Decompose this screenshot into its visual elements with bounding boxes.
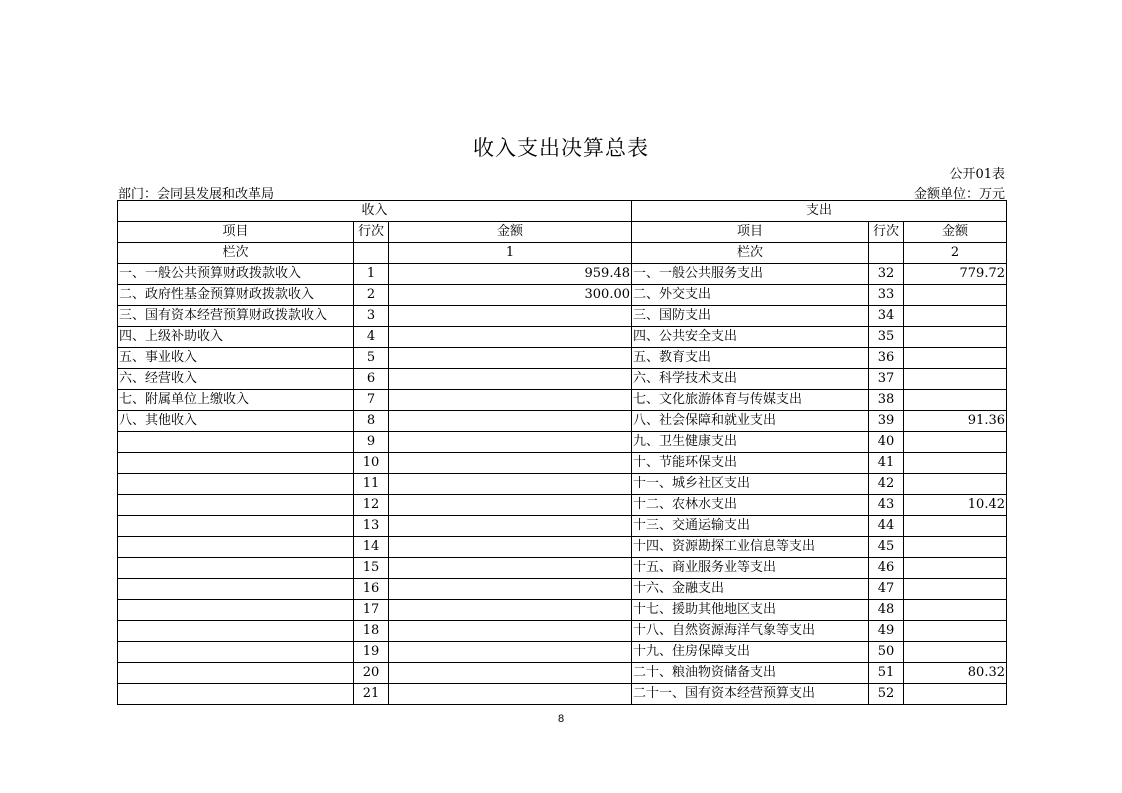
income-amount-cell	[389, 369, 632, 390]
expense-amount-cell	[904, 621, 1007, 642]
expense-item-cell: 六、科学技术支出	[632, 369, 869, 390]
expense-row-no-cell: 50	[869, 642, 904, 663]
income-amount-cell: 959.48	[389, 264, 632, 285]
table-row	[118, 432, 1007, 453]
income-row-no-cell: 3	[354, 306, 389, 327]
expense-amount-cell	[904, 306, 1007, 327]
income-amount-cell	[389, 327, 632, 348]
income-row-no-cell: 17	[354, 600, 389, 621]
expense-item-cell: 十五、商业服务业等支出	[632, 558, 869, 579]
expense-row-no-cell: 36	[869, 348, 904, 369]
table-row	[118, 285, 1007, 306]
income-amount-cell	[389, 348, 632, 369]
expense-item-cell: 四、公共安全支出	[632, 327, 869, 348]
expense-amount-cell	[904, 516, 1007, 537]
table-row	[118, 327, 1007, 348]
income-row-no-cell: 5	[354, 348, 389, 369]
expense-amount-cell	[904, 600, 1007, 621]
income-amount-cell	[389, 474, 632, 495]
expense-row-no-cell: 35	[869, 327, 904, 348]
income-amount-cell	[389, 663, 632, 684]
form-number: 公开01表	[949, 167, 1005, 182]
income-row-no-cell: 20	[354, 663, 389, 684]
income-row-no-cell: 6	[354, 369, 389, 390]
income-row-no-cell: 1	[354, 264, 389, 285]
income-row-no-cell: 21	[354, 684, 389, 705]
income-item-cell: 二、政府性基金预算财政拨款收入	[118, 285, 354, 306]
table-row	[118, 495, 1007, 516]
expense-row-no-cell: 48	[869, 600, 904, 621]
expense-amount-cell	[904, 558, 1007, 579]
column-header-row	[118, 222, 1007, 243]
income-section-header: 收入	[118, 201, 632, 222]
income-item-cell	[118, 537, 354, 558]
expense-row-no-cell: 42	[869, 474, 904, 495]
income-column-number: 1	[389, 243, 632, 264]
table-row	[118, 474, 1007, 495]
expense-amount-cell: 91.36	[904, 411, 1007, 432]
expense-item-cell: 十八、自然资源海洋气象等支出	[632, 621, 869, 642]
expense-amount-cell	[904, 474, 1007, 495]
expense-item-cell: 二十一、国有资本经营预算支出	[632, 684, 869, 705]
table-row	[118, 642, 1007, 663]
income-row-no-cell: 4	[354, 327, 389, 348]
expense-item-cell: 十九、住房保障支出	[632, 642, 869, 663]
expense-item-cell: 七、文化旅游体育与传媒支出	[632, 390, 869, 411]
expense-row-no-cell: 39	[869, 411, 904, 432]
expense-amount-cell	[904, 579, 1007, 600]
department-label: 部门：会同县发展和改革局	[118, 187, 275, 202]
income-row-no-cell: 18	[354, 621, 389, 642]
table-row	[118, 369, 1007, 390]
income-amount-cell	[389, 306, 632, 327]
income-row-no-cell: 13	[354, 516, 389, 537]
table-row	[118, 411, 1007, 432]
table-row	[118, 579, 1007, 600]
expense-amount-cell	[904, 285, 1007, 306]
expense-amount-cell: 779.72	[904, 264, 1007, 285]
expense-row-no-cell: 38	[869, 390, 904, 411]
income-amount-cell	[389, 390, 632, 411]
income-row-no-cell: 19	[354, 642, 389, 663]
income-row-no-cell: 11	[354, 474, 389, 495]
expense-item-cell: 五、教育支出	[632, 348, 869, 369]
expense-column-blank	[869, 243, 904, 264]
income-amount-cell	[389, 642, 632, 663]
income-column-label: 栏次	[118, 243, 354, 264]
expense-item-cell: 十二、农林水支出	[632, 495, 869, 516]
income-item-cell	[118, 642, 354, 663]
income-amount-cell: 300.00	[389, 285, 632, 306]
income-row-no-cell: 14	[354, 537, 389, 558]
expense-column-number: 2	[904, 243, 1007, 264]
income-amount-cell	[389, 411, 632, 432]
income-item-cell	[118, 474, 354, 495]
expense-item-cell: 十四、资源勘探工业信息等支出	[632, 537, 869, 558]
income-item-cell	[118, 600, 354, 621]
expense-row-no-cell: 40	[869, 432, 904, 453]
income-amount-cell	[389, 579, 632, 600]
income-amount-header: 金额	[389, 222, 632, 243]
expense-row-no-header: 行次	[869, 222, 904, 243]
income-row-no-cell: 7	[354, 390, 389, 411]
income-amount-cell	[389, 432, 632, 453]
expense-item-cell: 十六、金融支出	[632, 579, 869, 600]
table-row	[118, 600, 1007, 621]
page-title: 收入支出决算总表	[473, 136, 649, 160]
expense-amount-cell	[904, 684, 1007, 705]
income-row-no-header: 行次	[354, 222, 389, 243]
table-row	[118, 264, 1007, 285]
expense-amount-cell: 80.32	[904, 663, 1007, 684]
summary-table	[117, 200, 1007, 705]
expense-item-header: 项目	[632, 222, 869, 243]
income-column-blank	[354, 243, 389, 264]
expense-item-cell: 十一、城乡社区支出	[632, 474, 869, 495]
table-row	[118, 453, 1007, 474]
section-header-row	[118, 201, 1007, 222]
expense-row-no-cell: 52	[869, 684, 904, 705]
income-item-header: 项目	[118, 222, 354, 243]
expense-item-cell: 十、节能环保支出	[632, 453, 869, 474]
income-item-cell	[118, 516, 354, 537]
expense-item-cell: 三、国防支出	[632, 306, 869, 327]
table-row	[118, 663, 1007, 684]
expense-row-no-cell: 47	[869, 579, 904, 600]
income-item-cell	[118, 432, 354, 453]
income-amount-cell	[389, 495, 632, 516]
expense-amount-header: 金额	[904, 222, 1007, 243]
expense-amount-cell	[904, 327, 1007, 348]
income-item-cell	[118, 663, 354, 684]
expense-row-no-cell: 49	[869, 621, 904, 642]
expense-row-no-cell: 34	[869, 306, 904, 327]
income-row-no-cell: 15	[354, 558, 389, 579]
expense-item-cell: 二十、粮油物资储备支出	[632, 663, 869, 684]
income-item-cell	[118, 621, 354, 642]
expense-row-no-cell: 43	[869, 495, 904, 516]
income-item-cell	[118, 684, 354, 705]
expense-amount-cell	[904, 537, 1007, 558]
expense-row-no-cell: 44	[869, 516, 904, 537]
expense-row-no-cell: 33	[869, 285, 904, 306]
income-amount-cell	[389, 558, 632, 579]
income-row-no-cell: 9	[354, 432, 389, 453]
expense-amount-cell	[904, 369, 1007, 390]
income-row-no-cell: 10	[354, 453, 389, 474]
table-row	[118, 390, 1007, 411]
unit-label: 金额单位：万元	[913, 187, 1005, 202]
income-row-no-cell: 12	[354, 495, 389, 516]
income-item-cell	[118, 453, 354, 474]
expense-amount-cell	[904, 390, 1007, 411]
table-row	[118, 537, 1007, 558]
expense-row-no-cell: 45	[869, 537, 904, 558]
income-item-cell: 七、附属单位上缴收入	[118, 390, 354, 411]
table-row	[118, 348, 1007, 369]
income-item-cell: 五、事业收入	[118, 348, 354, 369]
expense-item-cell: 八、社会保障和就业支出	[632, 411, 869, 432]
expense-amount-cell	[904, 642, 1007, 663]
table-row	[118, 306, 1007, 327]
income-amount-cell	[389, 453, 632, 474]
income-item-cell: 六、经营收入	[118, 369, 354, 390]
expense-item-cell: 十三、交通运输支出	[632, 516, 869, 537]
column-number-row	[118, 243, 1007, 264]
table-row	[118, 558, 1007, 579]
expense-item-cell: 一、一般公共服务支出	[632, 264, 869, 285]
table-row	[118, 684, 1007, 705]
expense-row-no-cell: 51	[869, 663, 904, 684]
page-number: 8	[557, 713, 565, 725]
expense-column-label: 栏次	[632, 243, 869, 264]
expense-item-cell: 十七、援助其他地区支出	[632, 600, 869, 621]
expense-row-no-cell: 32	[869, 264, 904, 285]
income-row-no-cell: 16	[354, 579, 389, 600]
expense-row-no-cell: 46	[869, 558, 904, 579]
income-item-cell: 三、国有资本经营预算财政拨款收入	[118, 306, 354, 327]
income-item-cell: 四、上级补助收入	[118, 327, 354, 348]
income-item-cell: 一、一般公共预算财政拨款收入	[118, 264, 354, 285]
income-amount-cell	[389, 684, 632, 705]
income-item-cell	[118, 579, 354, 600]
expense-item-cell: 九、卫生健康支出	[632, 432, 869, 453]
income-item-cell	[118, 495, 354, 516]
income-amount-cell	[389, 537, 632, 558]
table-row	[118, 516, 1007, 537]
income-amount-cell	[389, 621, 632, 642]
expense-row-no-cell: 41	[869, 453, 904, 474]
income-amount-cell	[389, 600, 632, 621]
income-amount-cell	[389, 516, 632, 537]
expense-amount-cell	[904, 348, 1007, 369]
table-row	[118, 621, 1007, 642]
income-item-cell: 八、其他收入	[118, 411, 354, 432]
expense-amount-cell	[904, 453, 1007, 474]
expense-amount-cell	[904, 432, 1007, 453]
income-row-no-cell: 2	[354, 285, 389, 306]
expense-item-cell: 二、外交支出	[632, 285, 869, 306]
income-row-no-cell: 8	[354, 411, 389, 432]
expense-amount-cell: 10.42	[904, 495, 1007, 516]
expense-row-no-cell: 37	[869, 369, 904, 390]
income-item-cell	[118, 558, 354, 579]
expense-section-header: 支出	[632, 201, 1007, 222]
